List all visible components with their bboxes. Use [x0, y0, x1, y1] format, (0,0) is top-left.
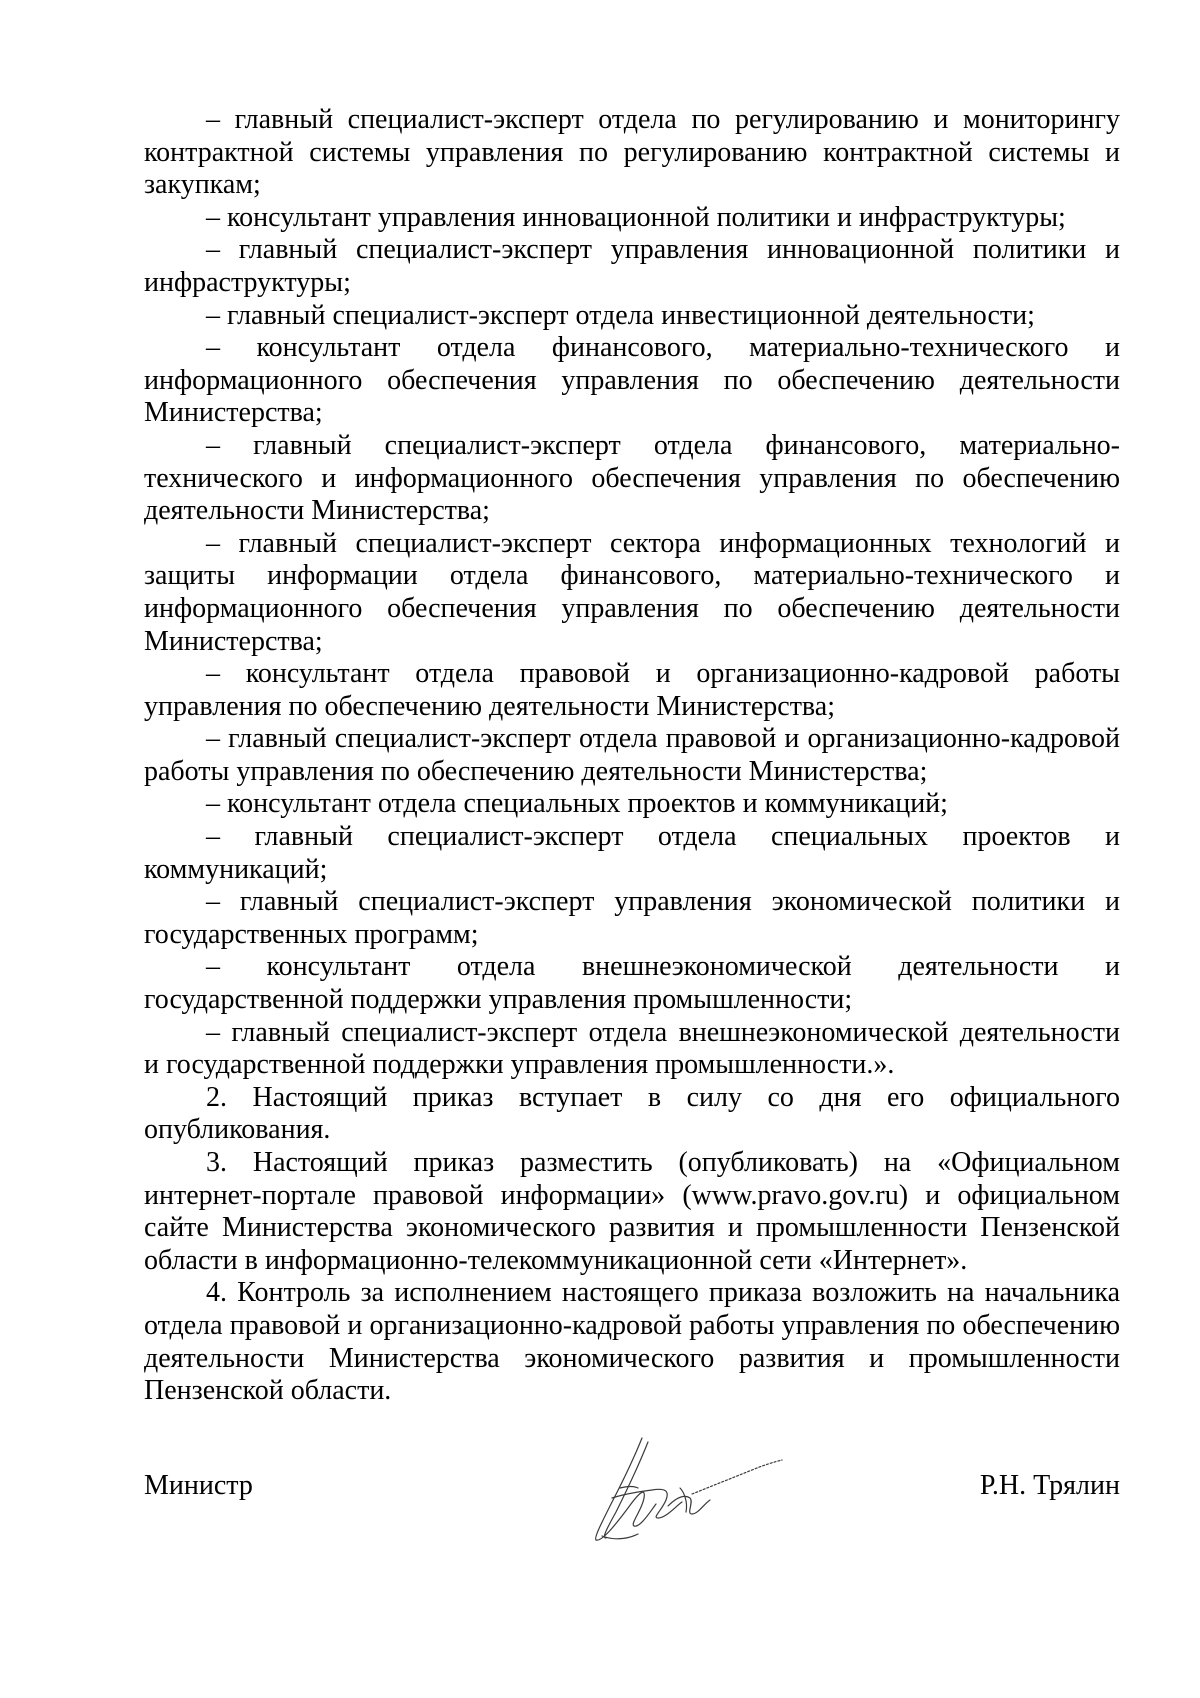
- paragraph: – главный специалист-эксперт отдела финансового, материально-технического и информационного обеспечения управления по обеспечению деятельности Министерства;: [144, 429, 1120, 527]
- signatory-title: Министр: [144, 1470, 253, 1501]
- paragraph: – консультант отдела специальных проектов и коммуникаций;: [206, 788, 948, 820]
- paragraph: – главный специалист-эксперт сектора информационных технологий и защиты информации отдела финансового, материально-технического и информационного обеспечения управления по обеспечению деятельности Министерства;: [144, 527, 1120, 657]
- paragraph: 4. Контроль за исполнением настоящего приказа возложить на начальника отдела правовой и организационно-кадровой работы управления по обеспечению деятельности Министерства экономического развития и промышленности Пензенской области.: [144, 1277, 1120, 1407]
- paragraph: – главный специалист-эксперт отдела правовой и организационно-кадровой работы управления по обеспечению деятельности Министерства;: [144, 723, 1120, 787]
- paragraph: – главный специалист-эксперт управления экономической политики и государственных программ;: [144, 886, 1120, 950]
- paragraph: – консультант отдела правовой и организационно-кадровой работы управления по обеспечению деятельности Министерства;: [144, 658, 1120, 722]
- paragraph: – главный специалист-эксперт отдела по регулированию и мониторингу контрактной системы управления по регулированию контрактной системы и закупкам;: [144, 104, 1120, 201]
- paragraph: – главный специалист-эксперт отдела инвестиционной деятельности;: [206, 299, 1035, 331]
- signatory-name: Р.Н. Трялин: [979, 1470, 1120, 1501]
- paragraph: 2. Настоящий приказ вступает в силу со дня его официального опубликования.: [144, 1081, 1120, 1146]
- paragraph: – консультант отдела финансового, материально-технического и информационного обеспечения управления по обеспечению деятельности Министерства;: [144, 332, 1120, 429]
- paragraph: – главный специалист-эксперт управления инновационной политики и инфраструктуры;: [144, 234, 1120, 298]
- paragraph: – главный специалист-эксперт отдела специальных проектов и коммуникаций;: [144, 821, 1120, 885]
- paragraph: – консультант управления инновационной политики и инфраструктуры;: [206, 201, 1066, 233]
- paragraph: – главный специалист-эксперт отдела внешнеэкономической деятельности и государственной поддержки управления промышленности.».: [144, 1016, 1120, 1081]
- handwritten-signature-icon: [572, 1428, 792, 1568]
- paragraph: – консультант отдела внешнеэкономической деятельности и государственной поддержки управления промышленности;: [144, 951, 1120, 1016]
- paragraph: 3. Настоящий приказ разместить (опубликовать) на «Официальном интернет-портале правовой информации» (www.pravo.gov.ru) и официальном сайте Министерства экономического развития и промышленности Пензенской области в информационно-телекоммуникационной сети «Интернет».: [144, 1147, 1120, 1276]
- document-body: [144, 104, 1120, 1408]
